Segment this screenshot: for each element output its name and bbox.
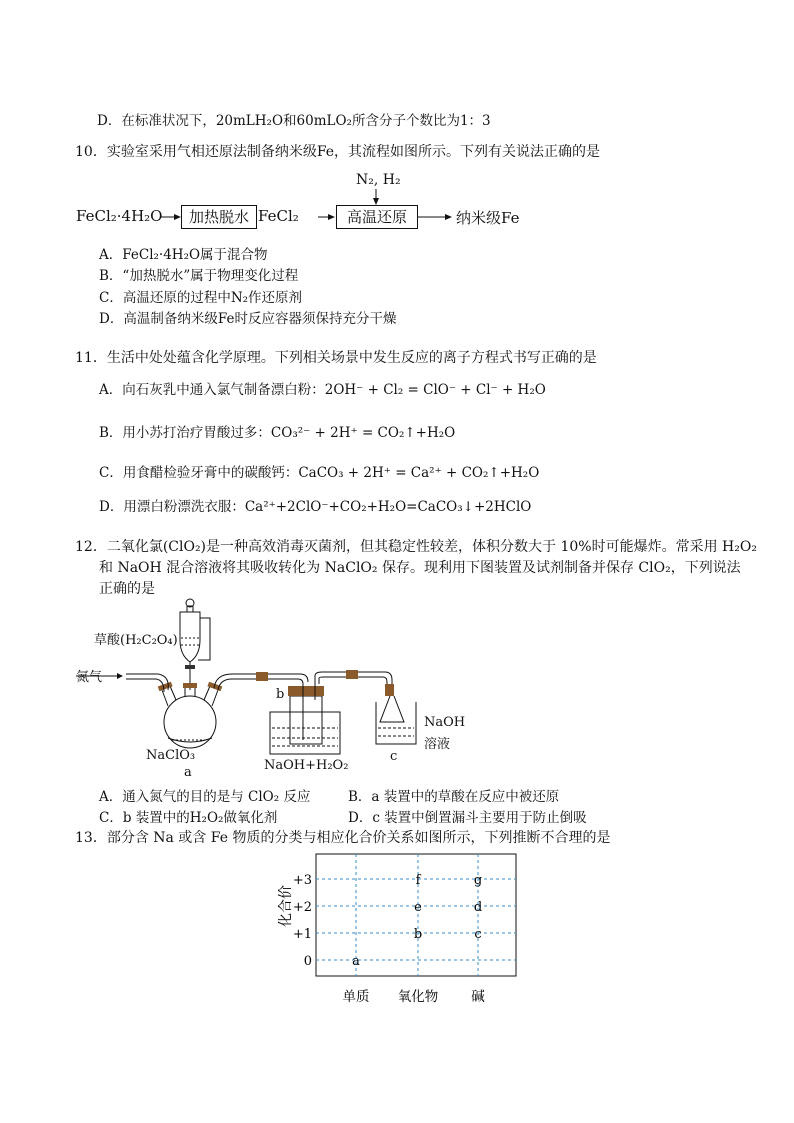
label-oxalic-acid: 草酸(H₂C₂O₄) <box>94 633 178 648</box>
q12-stem-line3: 正确的是 <box>99 581 155 597</box>
chart-x-tick-label: 氧化物 <box>397 989 439 1005</box>
label-nitrogen: 氮气 <box>76 670 103 685</box>
chart-y-tick-label: 0 <box>303 954 312 969</box>
flow-step2-box: 高温还原 <box>336 205 418 229</box>
chart-y-tick-label: +1 <box>292 927 312 942</box>
chart-ylabel: 化合价 <box>278 885 294 927</box>
label-naoh-h2o2: NaOH+H₂O₂ <box>264 758 349 773</box>
flow-start: FeCl₂·4H₂O <box>76 207 163 225</box>
q10-option-a: A．FeCl₂·4H₂O属于混合物 <box>99 247 268 263</box>
q9-option-d: D．在标准状况下，20mLH₂O和60mLO₂所含分子个数比为1：3 <box>97 113 491 129</box>
chart-x-tick-label: 碱 <box>471 989 485 1005</box>
chart-point-a: a <box>352 954 360 969</box>
q10-option-c: C．高温还原的过程中N₂作还原剂 <box>99 290 303 306</box>
q12-stem-line1: 12．二氧化氯(ClO₂)是一种高效消毒灭菌剂，但其稳定性较差，体积分数大于 10%时可能爆炸。常采用 H₂O₂ <box>75 539 757 555</box>
q11-stem: 11．生活中处处蕴含化学原理。下列相关场景中发生反应的离子方程式书写正确的是 <box>75 350 597 366</box>
chart-x-tick-label: 单质 <box>342 989 370 1005</box>
q12-stem-line2: 和 NaOH 混合溶液将其吸收转化为 NaClO₂ 保存。现利用下图装置及试剂制备并保存 ClO₂，下列说法 <box>99 560 741 576</box>
chart-point-c: c <box>474 927 482 942</box>
label-solution: 溶液 <box>424 737 451 752</box>
q13-stem: 13．部分含 Na 或含 Fe 物质的分类与相应化合价关系如图所示，下列推断不合理的是 <box>75 830 611 846</box>
q11-option-a: A．向石灰乳中通入氯气制备漂白粉：2OH⁻ + Cl₂ = ClO⁻ + Cl⁻ + H₂O <box>99 382 546 398</box>
chart-y-ticks <box>293 873 312 969</box>
chart-point-g: g <box>473 873 483 888</box>
chart-point-f: f <box>415 873 421 888</box>
q11-option-c: C．用食醋检验牙膏中的碳酸钙：CaCO₃ + 2H⁺ = Ca²⁺ + CO₂↑+H₂O <box>99 465 540 481</box>
label-c: c <box>390 749 398 764</box>
flow-gases: N₂, H₂ <box>356 172 401 188</box>
chart-y-tick-label: +2 <box>292 900 312 915</box>
q11-option-b: B．用小苏打治疗胃酸过多：CO₃²⁻ + 2H⁺ = CO₂↑+H₂O <box>99 425 456 441</box>
chart-points <box>352 873 482 969</box>
label-naclo3: NaClO₃ <box>146 748 196 763</box>
q11-option-d: D．用漂白粉漂洗衣服：Ca²⁺+2ClO⁻+CO₂+H₂O=CaCO₃↓+2HClO <box>99 499 532 515</box>
chart-point-d: d <box>473 900 483 915</box>
label-naoh: NaOH <box>424 715 466 730</box>
flow-step1-box: 加热脱水 <box>181 205 257 229</box>
chart-x-ticks <box>343 988 486 1005</box>
chart-point-e: e <box>414 900 422 915</box>
q12-option-b: B．a 装置中的草酸在反应中被还原 <box>348 789 560 805</box>
label-a: a <box>184 765 192 780</box>
q12-option-d: D．c 装置中倒置漏斗主要用于防止倒吸 <box>348 810 587 826</box>
q10-stem: 10．实验室采用气相还原法制备纳米级Fe，其流程如图所示。下列有关说法正确的是 <box>75 144 601 160</box>
q10-option-d: D．高温制备纳米级Fe时反应容器须保持充分干燥 <box>99 311 397 327</box>
q12-option-c: C．b 装置中的H₂O₂做氧化剂 <box>99 810 278 826</box>
q10-option-b: B．“加热脱水”属于物理变化过程 <box>99 268 299 284</box>
q12-option-a: A．通入氮气的目的是与 ClO₂ 反应 <box>99 789 311 805</box>
flow-product: 纳米级Fe <box>456 209 520 227</box>
label-b: b <box>276 687 285 702</box>
flow-mid: FeCl₂ <box>258 207 299 225</box>
chart-point-b: b <box>413 927 423 942</box>
chart-y-tick-label: +3 <box>292 873 312 888</box>
valence-chart <box>270 848 530 1013</box>
